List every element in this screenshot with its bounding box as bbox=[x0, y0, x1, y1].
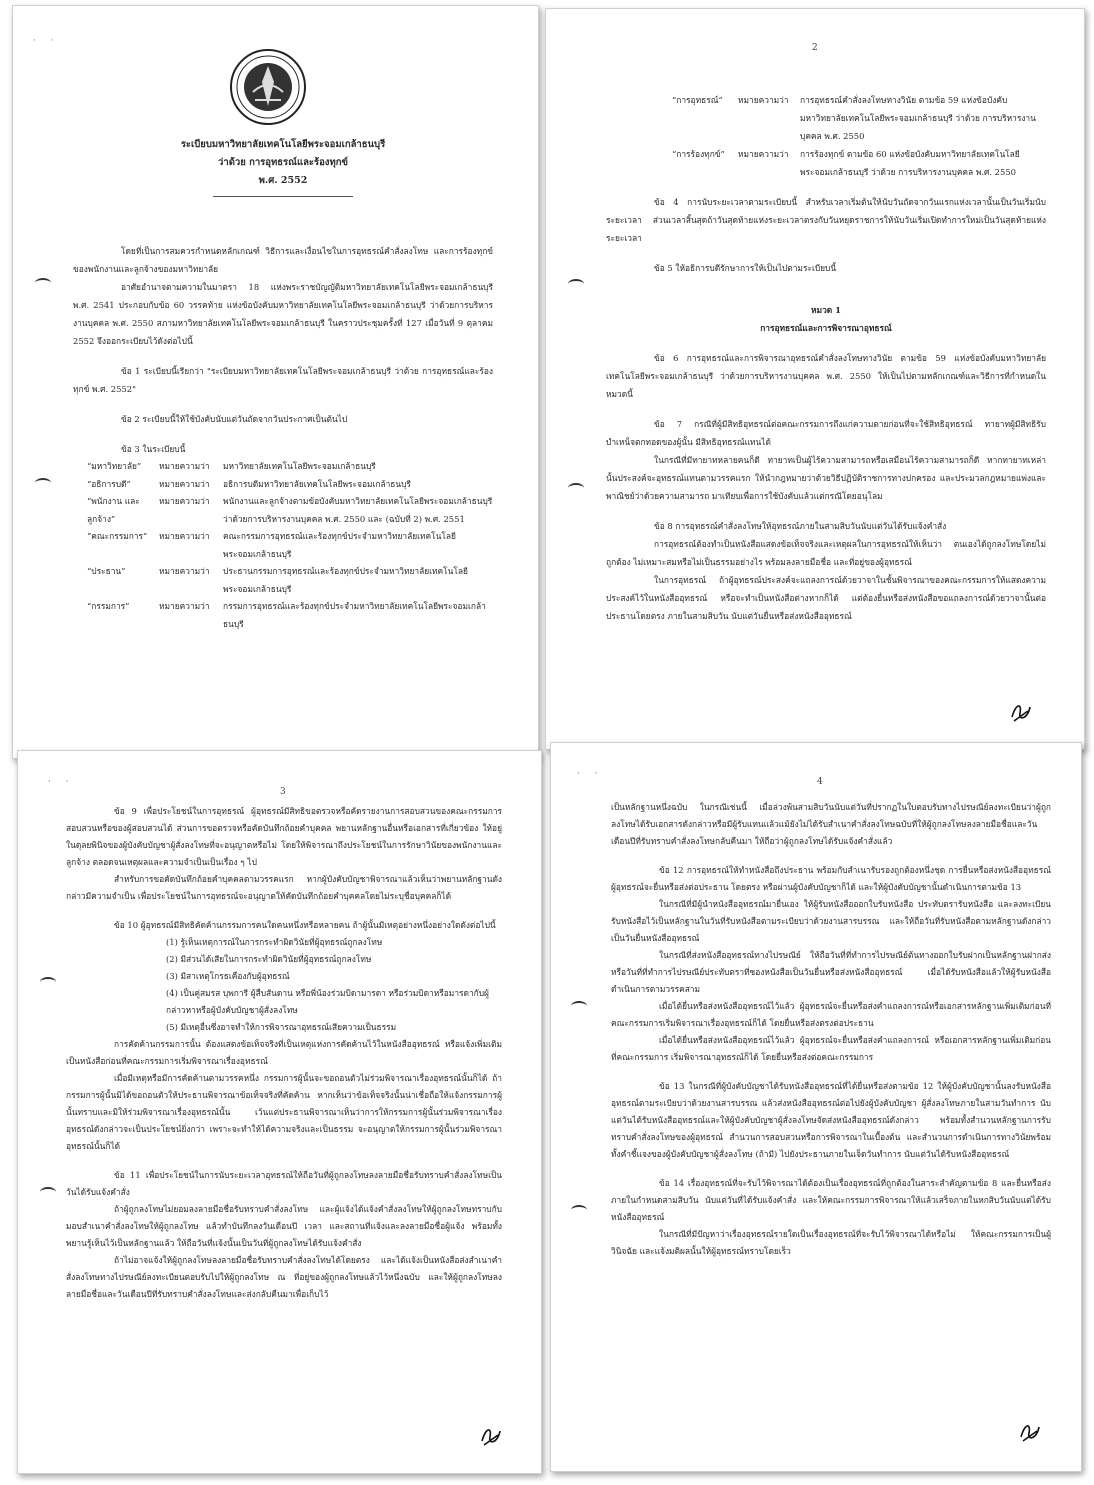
definition-term: “อธิการบดี” bbox=[87, 478, 131, 489]
definition-means: หมายความว่า bbox=[738, 95, 789, 105]
page-number: 4 bbox=[817, 777, 823, 787]
clause-7-para-2: ในกรณีที่มีทายาทหลายคนก็ดี ทายาทเป็นผู้ไร้ความสามารถหรือเสมือนไร้ความสามารถก็ดี หากทายาทเหล่านั้นประสงค์จะอุทธรณ์แทนตามวรรคแรก ให้นำกฎหมายว่าด้วยวิธีปฏิบัติราชการทางปกครอง และประมวลกฎหมายแพ่งและพาณิชย์ว่าด้วยความสามารถ มาเทียบเพื่อการใช้บังคับแล้วแต่กรณีโดยอนุโลม bbox=[606, 455, 1046, 501]
clause-10-para-2: การคัดค้านกรรมการนั้น ต้องแสดงข้อเท็จจริงที่เป็นเหตุแห่งการคัดค้านไว้ในหนังสืออุทธรณ์ หรือแจ้งเพิ่มเติมเป็นหนังสือก่อนที่คณะกรรมการเริ่มพิจารณาเรื่องอุทธรณ์ bbox=[66, 1039, 502, 1066]
definition-text: อธิการบดีมหาวิทยาลัยเทคโนโลยีพระจอมเกล้าธนบุรี bbox=[223, 478, 411, 489]
clause-4: ข้อ 4 การนับระยะเวลาตามระเบียบนี้ สำหรับเวลาเริ่มต้นให้นับวันถัดจากวันแรกแห่งเวลานั้นเป็นวันเริ่มนับระยะเวลา ส่วนเวลาสิ้นสุดถ้าวันสุดท้ายแห่งระยะเวลาตรงกับวันหยุดราชการให้นับวันเริ่มเปิดทำการใหม่เป็นวันสุดท้ายแห่งระยะเวลา bbox=[606, 197, 1046, 243]
title-block bbox=[83, 136, 483, 197]
definition-means: หมายความว่า bbox=[159, 496, 210, 506]
clause-8: ข้อ 8 การอุทธรณ์คำสั่งลงโทษให้อุทธรณ์ภายในสามสิบวันนับแต่วันได้รับแจ้งคำสั่ง bbox=[654, 521, 947, 531]
definition-text: การร้องทุกข์ ตามข้อ 60 แห่งข้อบังคับมหาวิทยาลัยเทคโนโลยีพระจอมเกล้าธนบุรี ว่าด้วย การบริหารงานบุคคล พ.ศ. 2550 bbox=[800, 149, 1020, 177]
definition-means: หมายความว่า bbox=[738, 149, 789, 159]
clause-1: ข้อ 1 ระเบียบนี้เรียกว่า "ระเบียบมหาวิทยาลัยเทคโนโลยีพระจอมเกล้าธนบุรี ว่าด้วย การอุทธรณ์และร้องทุกข์ พ.ศ. 2552" bbox=[73, 366, 493, 394]
binder-hole-mark bbox=[35, 478, 51, 488]
chapter-title: การอุทธรณ์และการพิจารณาอุทธรณ์ bbox=[760, 323, 892, 333]
list-item: (1) รู้เห็นเหตุการณ์ในการกระทำผิดวินัยที่ผู้อุทธรณ์ถูกลงโทษ bbox=[166, 937, 383, 947]
document-page-2 bbox=[545, 8, 1085, 750]
clause-9-para-2: สำหรับการขอคัดบันทึกถ้อยคำบุคคลตามวรรคแรก หากผู้บังคับบัญชาพิจารณาแล้วเห็นว่าพยานหลักฐานดังกล่าวมีความจำเป็น เพื่อประโยชน์ในการอุทธรณ์จะอนุญาตให้คัดบันทึกถ้อยคำบุคคลโดยไม่ระบุชื่อบุคคลก็ได้ bbox=[66, 874, 502, 901]
scan-speck: · · bbox=[33, 36, 60, 46]
page-number: 2 bbox=[812, 43, 818, 53]
title-line-1: ระเบียบมหาวิทยาลัยเทคโนโลยีพระจอมเกล้าธนบุรี bbox=[180, 139, 386, 150]
clause-3: ข้อ 3 ในระเบียบนี้ bbox=[121, 444, 186, 454]
definition-text: ประธานกรรมการอุทธรณ์และร้องทุกข์ประจำมหาวิทยาลัยเทคโนโลยีพระจอมเกล้าธนบุรี bbox=[223, 566, 468, 594]
university-seal bbox=[229, 48, 307, 126]
scan-speck: · · bbox=[48, 777, 75, 787]
definition-term: “คณะกรรมการ” bbox=[87, 531, 148, 541]
clause-5: ข้อ 5 ให้อธิการบดีรักษาการให้เป็นไปตามระเบียบนี้ bbox=[654, 263, 837, 273]
definition-means: หมายความว่า bbox=[159, 566, 210, 576]
clause-10: ข้อ 10 ผู้อุทธรณ์มีสิทธิคัดค้านกรรมการคนใดคนหนึ่งหรือหลายคน ถ้าผู้นั้นมีเหตุอย่างหนึ่งอย่างใดดังต่อไปนี้ bbox=[114, 920, 496, 930]
binder-hole-mark bbox=[568, 279, 584, 289]
definition-term: “การอุทธรณ์” bbox=[672, 95, 723, 105]
clause-8-para-3: ในการอุทธรณ์ ถ้าผู้อุทธรณ์ประสงค์จะแถลงการณ์ด้วยวาจาในชั้นพิจารณาของคณะกรรมการให้แสดงความประสงค์ไว้ในหนังสืออุทธรณ์ หรือจะทำเป็นหนังสือต่างหากก็ได้ แต่ต้องยื่นหรือส่งหนังสือขอแถลงการณ์ด้วยวาจานั้นต่อประธานโดยตรง ภายในสามสิบวัน นับแต่วันยื่นหรือส่งหนังสืออุทธรณ์ bbox=[606, 575, 1046, 621]
initials-signature bbox=[478, 1423, 504, 1453]
title-rule bbox=[213, 196, 353, 197]
clause-11-continued: เป็นหลักฐานหนึ่งฉบับ ในกรณีเช่นนี้ เมื่อล่วงพ้นสามสิบวันนับแต่วันที่ปรากฏในใบตอบรับทางไปรษณีย์ลงทะเบียนว่าผู้ถูกลงโทษได้รับเอกสารดังกล่าวหรือมีผู้รับแทนแล้วแม้ยังไม่ได้รับสำเนาคำสั่งลงโทษฉบับที่ให้ผู้ถูกลงโทษลงลายมือชื่อและวันเดือนปีที่รับทราบคำสั่งลงโทษกลับคืนมา ให้ถือว่าผู้ถูกลงโทษได้รับแจ้งคำสั่งแล้ว bbox=[611, 802, 1051, 846]
definition-text: กรรมการอุทธรณ์และร้องทุกข์ประจำมหาวิทยาลัยเทคโนโลยีพระจอมเกล้าธนบุรี bbox=[223, 601, 486, 629]
definition-term: “กรรมการ” bbox=[87, 601, 130, 611]
definition-means: หมายความว่า bbox=[159, 601, 210, 611]
document-page-1 bbox=[12, 5, 539, 759]
page-3-body bbox=[66, 803, 502, 1303]
definition-text: การอุทธรณ์คำสั่งลงโทษทางวินัย ตามข้อ 59 แห่งข้อบังคับมหาวิทยาลัยเทคโนโลยีพระจอมเกล้าธนบุรี ว่าด้วย การบริหารงานบุคคล พ.ศ. 2550 bbox=[800, 95, 1036, 141]
binder-hole-mark bbox=[40, 977, 56, 987]
initials-signature bbox=[1017, 1419, 1043, 1449]
clause-14-para-2: ในกรณีที่มีปัญหาว่าเรื่องอุทธรณ์รายใดเป็นเรื่องอุทธรณ์ที่จะรับไว้พิจารณาได้หรือไม่ ให้คณะกรรมการเป็นผู้วินิจฉัย และแจ้งมติผลนั้นให้ผู้อุทธรณ์ทราบโดยเร็ว bbox=[611, 1229, 1051, 1256]
preamble-1: โดยที่เป็นการสมควรกำหนดหลักเกณฑ์ วิธีการและเงื่อนไขในการอุทธรณ์คำสั่งลงโทษ และการร้องทุกข์ ของพนักงานและลูกจ้างของมหาวิทยาลัย bbox=[73, 246, 493, 274]
binder-hole-mark bbox=[40, 1187, 56, 1197]
clause-8-para-2: การอุทธรณ์ต้องทำเป็นหนังสือแสดงข้อเท็จจริงและเหตุผลในการอุทธรณ์ให้เห็นว่า ตนเองได้ถูกลงโทษโดยไม่ถูกต้อง ไม่เหมาะสมหรือไม่เป็นธรรมอย่างไร พร้อมลงลายมือชื่อ และที่อยู่ของผู้อุทธรณ์ bbox=[606, 539, 1046, 567]
chapter-number: หมวด 1 bbox=[811, 305, 841, 315]
page-1-body bbox=[73, 242, 493, 633]
clause-10-para-3: เมื่อมีเหตุหรือมีการคัดค้านตามวรรคหนึ่ง กรรมการผู้นั้นจะขอถอนตัวไม่ร่วมพิจารณาเรื่องอุทธรณ์นั้นก็ได้ ถ้ากรรมการผู้นั้นมิได้ขอถอนตัวให้ประธานพิจารณาข้อเท็จจริงที่คัดค้าน หากเห็นว่าข้อเท็จจริงนั้นน่าเชื่อถือให้แจ้งกรรมการผู้นั้นทราบและมิให้ร่วมพิจารณาเรื่องอุทธรณ์นั้น เว้นแต่ประธานพิจารณาเห็นว่าการให้กรรมการผู้นั้นร่วมพิจารณาเรื่องอุทธรณ์ดังกล่าวจะเป็นประโยชน์ยิ่งกว่า เพราะจะทำให้ได้ความจริงและเป็นธรรม จะอนุญาตให้กรรมการผู้นั้นร่วมพิจารณาอุทธรณ์นั้นก็ได้ bbox=[66, 1073, 502, 1151]
definition-term: “การร้องทุกข์” bbox=[672, 149, 725, 159]
clause-6: ข้อ 6 การอุทธรณ์และการพิจารณาอุทธรณ์คำสั่งลงโทษทางวินัย ตามข้อ 59 แห่งข้อบังคับมหาวิทยาลัยเทคโนโลยีพระจอมเกล้าธนบุรี ว่าด้วยการบริหารงานบุคคล พ.ศ. 2550 ให้เป็นไปตามหลักเกณฑ์และวิธีการที่กำหนดในหมวดนี้ bbox=[606, 353, 1046, 399]
definition-means: หมายความว่า bbox=[159, 478, 210, 489]
binder-hole-mark bbox=[571, 1205, 587, 1215]
definition-text: คณะกรรมการอุทธรณ์และร้องทุกข์ประจำมหาวิทยาลัยเทคโนโลยีพระจอมเกล้าธนบุรี bbox=[223, 531, 456, 559]
title-line-3: พ.ศ. 2552 bbox=[258, 175, 308, 186]
binder-hole-mark bbox=[35, 278, 51, 288]
definition-means: หมายความว่า bbox=[159, 531, 210, 541]
binder-hole-mark bbox=[571, 1001, 587, 1011]
list-item: (3) มีสาเหตุโกรธเคืองกับผู้อุทธรณ์ bbox=[166, 971, 290, 981]
grounds-list bbox=[166, 934, 502, 1036]
clause-7: ข้อ 7 กรณีที่ผู้มีสิทธิอุทธรณ์ต่อคณะกรรมการถึงแก่ความตายก่อนที่จะใช้สิทธิอุทธรณ์ ทายาทผู้มีสิทธิรับบำเหน็จตกทอดของผู้นั้น มีสิทธิอุทธรณ์แทนได้ bbox=[606, 419, 1046, 447]
document-page-3 bbox=[17, 750, 542, 1474]
definition-term: “พนักงาน และลูกจ้าง” bbox=[87, 496, 140, 524]
clause-13: ข้อ 13 ในกรณีที่ผู้บังคับบัญชาได้รับหนังสืออุทธรณ์ที่ได้ยื่นหรือส่งตามข้อ 12 ให้ผู้บังคับบัญชานั้นลงรับหนังสืออุทธรณ์ตามระเบียบว่าด้วยงานสารบรรณ แล้วส่งหนังสืออุทธรณ์ต่อไปยังผู้บังคับบัญชา ผู้สั่งลงโทษภายในสามวันทำการ นับแต่วันได้รับหนังสืออุทธรณ์และให้ผู้บังคับบัญชาผู้สั่งลงโทษจัดส่งหนังสืออุทธรณ์ดังกล่าว พร้อมทั้งสำนวนหลักฐานการรับทราบคำสั่งลงโทษของผู้อุทธรณ์ สำนวนการสอบสวนหรือการพิจารณาในเบื้องต้น และสำนวนการดำเนินการทางวินัยพร้อมทั้งคำชี้แจงของผู้บังคับบัญชาผู้สั่งลงโทษ (ถ้ามี) ไปยังประธานภายในเจ็ดวันทำการ นับแต่วันได้รับหนังสืออุทธรณ์ bbox=[611, 1081, 1051, 1159]
definition-text: พนักงานและลูกจ้างตามข้อบังคับมหาวิทยาลัยเทคโนโลยีพระจอมเกล้าธนบุรี ว่าด้วยการบริหารงานบุคคล พ.ศ. 2550 และ (ฉบับที่ 2) พ.ศ. 2551 bbox=[223, 496, 493, 524]
list-item: (2) มีส่วนได้เสียในการกระทำผิดวินัยที่ผู้อุทธรณ์ถูกลงโทษ bbox=[166, 954, 372, 964]
list-item: (4) เป็นคู่สมรส บุพการี ผู้สืบสันดาน หรือพี่น้องร่วมบิดามารดา หรือร่วมบิดาหรือมารดากับผู้กล่าวหาหรือผู้บังคับบัญชาผู้สั่งลงโทษ bbox=[166, 988, 489, 1015]
clause-11: ข้อ 11 เพื่อประโยชน์ในการนับระยะเวลาอุทธรณ์ให้ถือวันที่ผู้ถูกลงโทษลงลายมือชื่อรับทราบคำสั่งลงโทษเป็นวันได้รับแจ้งคำสั่ง bbox=[66, 1170, 502, 1197]
definition-text: มหาวิทยาลัยเทคโนโลยีพระจอมเกล้าธนบุรี bbox=[223, 461, 376, 471]
clause-11-para-3: ถ้าไม่อาจแจ้งให้ผู้ถูกลงโทษลงลายมือชื่อรับทราบคำสั่งลงโทษได้โดยตรง และได้แจ้งเป็นหนังสือส่งสำเนาคำสั่งลงโทษทางไปรษณีย์ลงทะเบียนตอบรับไปให้ผู้ถูกลงโทษ ณ ที่อยู่ของผู้ถูกลงโทษแล้วไว้หนึ่งฉบับ และให้ผู้ถูกลงโทษลงลายมือชื่อและวันเดือนปีที่รับทราบคำสั่งลงโทษและส่งกลับคืนมาเพื่อเก็บไว้ bbox=[66, 1255, 502, 1299]
definition-term: “ประธาน” bbox=[87, 566, 126, 576]
clause-2: ข้อ 2 ระเบียบนี้ให้ใช้บังคับนับแต่วันถัดจากวันประกาศเป็นต้นไป bbox=[121, 414, 348, 424]
binder-hole-mark bbox=[568, 483, 584, 493]
definitions-list bbox=[672, 91, 1046, 181]
definitions-list bbox=[87, 458, 493, 633]
page-2-body bbox=[606, 91, 1046, 625]
clause-12-para-3: ในกรณีที่ส่งหนังสืออุทธรณ์ทางไปรษณีย์ ให้ถือวันที่ที่ทำการไปรษณีย์ต้นทางออกใบรับฝากเป็นหลักฐานฝากส่ง หรือวันที่ที่ทำการไปรษณีย์ประทับตราที่ซองหนังสือเป็นวันยื่นหรือส่งหนังสืออุทธรณ์ เมื่อได้รับหนังสือแล้วให้ผู้รับหนังสือดำเนินการตามวรรคสาม bbox=[611, 950, 1051, 994]
page-4-body bbox=[611, 799, 1051, 1260]
clause-12-para-4: เมื่อได้ยื่นหรือส่งหนังสืออุทธรณ์ไว้แล้ว ผู้อุทธรณ์จะยื่นหรือส่งคำแถลงการณ์หรือเอกสารหลักฐานเพิ่มเติมก่อนที่คณะกรรมการเริ่มพิจารณาเรื่องอุทธรณ์ก็ได้ โดยยื่นหรือส่งตรงต่อประธาน bbox=[611, 1001, 1051, 1028]
definition-means: หมายความว่า bbox=[159, 461, 210, 471]
title-line-2: ว่าด้วย การอุทธรณ์และร้องทุกข์ bbox=[218, 157, 348, 168]
clause-12-para-5: เมื่อได้ยื่นหรือส่งหนังสืออุทธรณ์ไว้แล้ว ผู้อุทธรณ์จะยื่นหรือส่งคำแถลงการณ์ หรือเอกสารหลักฐานเพิ่มเติมก่อนที่คณะกรรมการ เริ่มพิจารณาอุทธรณ์ก็ได้ โดยยื่นหรือส่งต่อคณะกรรมการ bbox=[611, 1035, 1051, 1062]
document-page-4 bbox=[550, 742, 1082, 1472]
clause-11-para-2: ถ้าผู้ถูกลงโทษไม่ยอมลงลายมือชื่อรับทราบคำสั่งลงโทษ และผู้แจ้งได้แจ้งคำสั่งลงโทษให้ผู้ถูกลงโทษทราบกับมอบสำเนาคำสั่งลงโทษให้ผู้ถูกลงโทษ แล้วทำบันทึกลงวันเดือนปี เวลา และสถานที่แจ้งและลงลายมือชื่อผู้แจ้ง พร้อมทั้งพยานรู้เห็นไว้เป็นหลักฐานแล้ว ให้ถือวันที่แจ้งนั้นเป็นวันที่ผู้ถูกลงโทษได้รับแจ้งคำสั่ง bbox=[66, 1204, 502, 1248]
list-item: (5) มีเหตุอื่นซึ่งอาจทำให้การพิจารณาอุทธรณ์เสียความเป็นธรรม bbox=[166, 1022, 397, 1032]
definition-term: “มหาวิทยาลัย” bbox=[87, 461, 142, 471]
clause-12-para-2: ในกรณีที่มีผู้นำหนังสืออุทธรณ์มายื่นเอง ให้ผู้รับหนังสือออกใบรับหนังสือ ประทับตรารับหนังสือ และลงทะเบียนรับหนังสือไว้เป็นหลักฐานในวันที่รับหนังสือตามระเบียบว่าด้วยงานสารบรรณ และให้ถือวันที่รับหนังสือตามหลักฐานดังกล่าวเป็นวันยื่นหนังสืออุทธรณ์ bbox=[611, 899, 1051, 943]
initials-signature bbox=[1008, 699, 1034, 729]
clause-14: ข้อ 14 เรื่องอุทธรณ์ที่จะรับไว้พิจารณาได้ต้องเป็นเรื่องอุทธรณ์ที่ถูกต้องในสาระสำคัญตามข้อ 8 และยื่นหรือส่งภายในกำหนดสามสิบวัน นับแต่วันที่ได้รับแจ้งคำสั่ง และให้คณะกรรมการพิจารณาให้แล้วเสร็จภายในหกสิบวันนับแต่ได้รับหนังสืออุทธรณ์ bbox=[611, 1178, 1051, 1222]
clause-9: ข้อ 9 เพื่อประโยชน์ในการอุทธรณ์ ผู้อุทธรณ์มีสิทธิขอตรวจหรือคัดรายงานการสอบสวนของคณะกรรมการสอบสวนหรือของผู้สอบสวนได้ ส่วนการขอตรวจหรือคัดบันทึกถ้อยคำบุคคล พยานหลักฐานอื่นหรือเอกสารที่เกี่ยวข้อง ให้อยู่ในดุลยพินิจของผู้บังคับบัญชาผู้สั่งลงโทษที่จะอนุญาตหรือไม่ โดยให้พิจารณาถึงประโยชน์ในการรักษาวินัยของพนักงานและลูกจ้าง ตลอดจนเหตุผลและความจำเป็นเป็นเรื่อง ๆ ไป bbox=[66, 806, 502, 867]
preamble-2: อาศัยอำนาจตามความในมาตรา 18 แห่งพระราชบัญญัติมหาวิทยาลัยเทคโนโลยีพระจอมเกล้าธนบุรี พ.ศ. 2541 ประกอบกับข้อ 60 วรรคท้าย แห่งข้อบังคับมหาวิทยาลัยเทคโนโลยีพระจอมเกล้าธนบุรี ว่าด้วยการบริหารงานบุคคล พ.ศ. 2550 สภามหาวิทยาลัยเทคโนโลยีพระจอมเกล้าธนบุรี ในคราวประชุมครั้งที่ 127 เมื่อวันที่ 9 ตุลาคม 2552 จึงออกระเบียบไว้ดังต่อไปนี้ bbox=[73, 282, 493, 346]
clause-12: ข้อ 12 การอุทธรณ์ให้ทำหนังสือถึงประธาน พร้อมกับสำเนารับรองถูกต้องหนึ่งชุด การยื่นหรือส่งหนังสืออุทธรณ์ ผู้อุทธรณ์จะยื่นหรือส่งต่อประธาน โดยตรง หรือผ่านผู้บังคับบัญชาก็ได้ และให้ผู้บังคับบัญชานั้นดำเนินการตามข้อ 13 bbox=[611, 865, 1051, 892]
scan-speck: · · bbox=[577, 769, 604, 779]
page-number: 3 bbox=[280, 787, 286, 797]
